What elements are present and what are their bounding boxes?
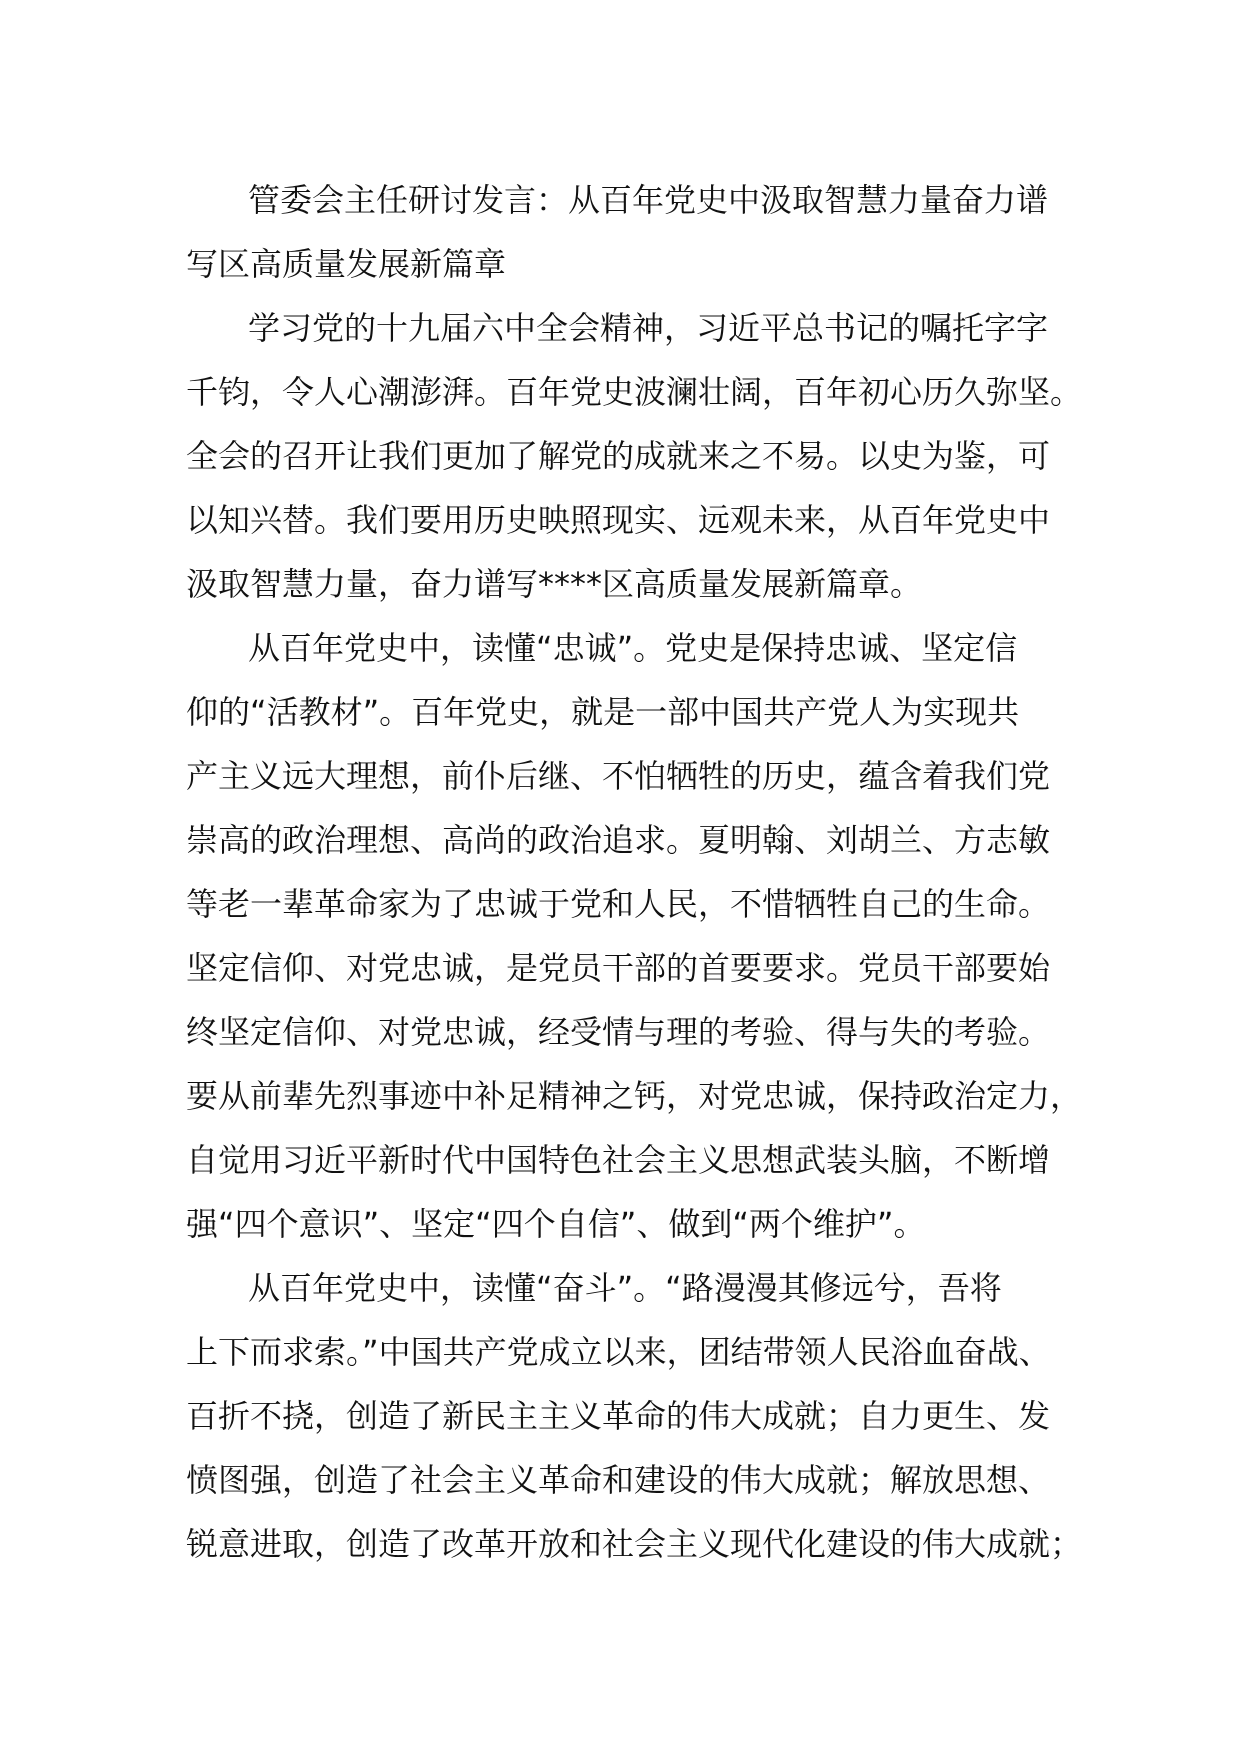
paragraph-line: 百折不挠，创造了新民主主义革命的伟大成就；自力更生、发 (186, 1397, 1051, 1435)
paragraph-line: 全会的召开让我们更加了解党的成就来之不易。以史为鉴，可 (186, 437, 1051, 475)
document-title (186, 168, 1056, 296)
paragraph-line: 终坚定信仰、对党忠诚，经受情与理的考验、得与失的考验。 (186, 1013, 1051, 1051)
title-line: 管委会主任研讨发言：从百年党史中汲取智慧力量奋力谱 (248, 181, 1049, 219)
paragraph-line: 仰的“活教材”。百年党史，就是一部中国共产党人为实现共 (186, 693, 1020, 731)
paragraph-line: 从百年党史中，读懂“忠诚”。党史是保持忠诚、坚定信 (248, 629, 1018, 667)
paragraph-line: 千钧，令人心潮澎湃。百年党史波澜壮阔，百年初心历久弥坚。 (186, 373, 1083, 411)
paragraph-line: 从百年党史中，读懂“奋斗”。“路漫漫其修远兮，吾将 (248, 1269, 1002, 1307)
paragraph-struggle (186, 1256, 1083, 1576)
paragraph-line: 锐意进取，创造了改革开放和社会主义现代化建设的伟大成就； (186, 1525, 1083, 1563)
document-body (186, 168, 1083, 1576)
paragraph-line: 等老一辈革命家为了忠诚于党和人民，不惜牺牲自己的生命。 (186, 885, 1051, 923)
paragraph-line: 崇高的政治理想、高尚的政治追求。夏明翰、刘胡兰、方志敏 (186, 821, 1051, 859)
title-line: 写区高质量发展新篇章 (186, 245, 507, 283)
paragraph-line: 以知兴替。我们要用历史映照现实、远观未来，从百年党史中 (186, 501, 1051, 539)
paragraph-line: 汲取智慧力量，奋力谱写****区高质量发展新篇章。 (186, 565, 923, 603)
paragraph-line: 愤图强，创造了社会主义革命和建设的伟大成就；解放思想、 (186, 1461, 1051, 1499)
paragraph-line: 强“四个意识”、坚定“四个自信”、做到“两个维护”。 (186, 1205, 926, 1243)
paragraph-intro (186, 296, 1083, 616)
paragraph-line: 要从前辈先烈事迹中补足精神之钙，对党忠诚，保持政治定力， (186, 1077, 1083, 1115)
paragraph-line: 坚定信仰、对党忠诚，是党员干部的首要要求。党员干部要始 (186, 949, 1051, 987)
paragraph-line: 自觉用习近平新时代中国特色社会主义思想武装头脑，不断增 (186, 1141, 1051, 1179)
paragraph-line: 学习党的十九届六中全会精神，习近平总书记的嘱托字字 (248, 309, 1049, 347)
paragraph-line: 产主义远大理想，前仆后继、不怕牺牲的历史，蕴含着我们党 (186, 757, 1051, 795)
paragraph-line: 上下而求索。”中国共产党成立以来，团结带领人民浴血奋战、 (186, 1333, 1051, 1371)
paragraph-loyalty (186, 616, 1083, 1256)
